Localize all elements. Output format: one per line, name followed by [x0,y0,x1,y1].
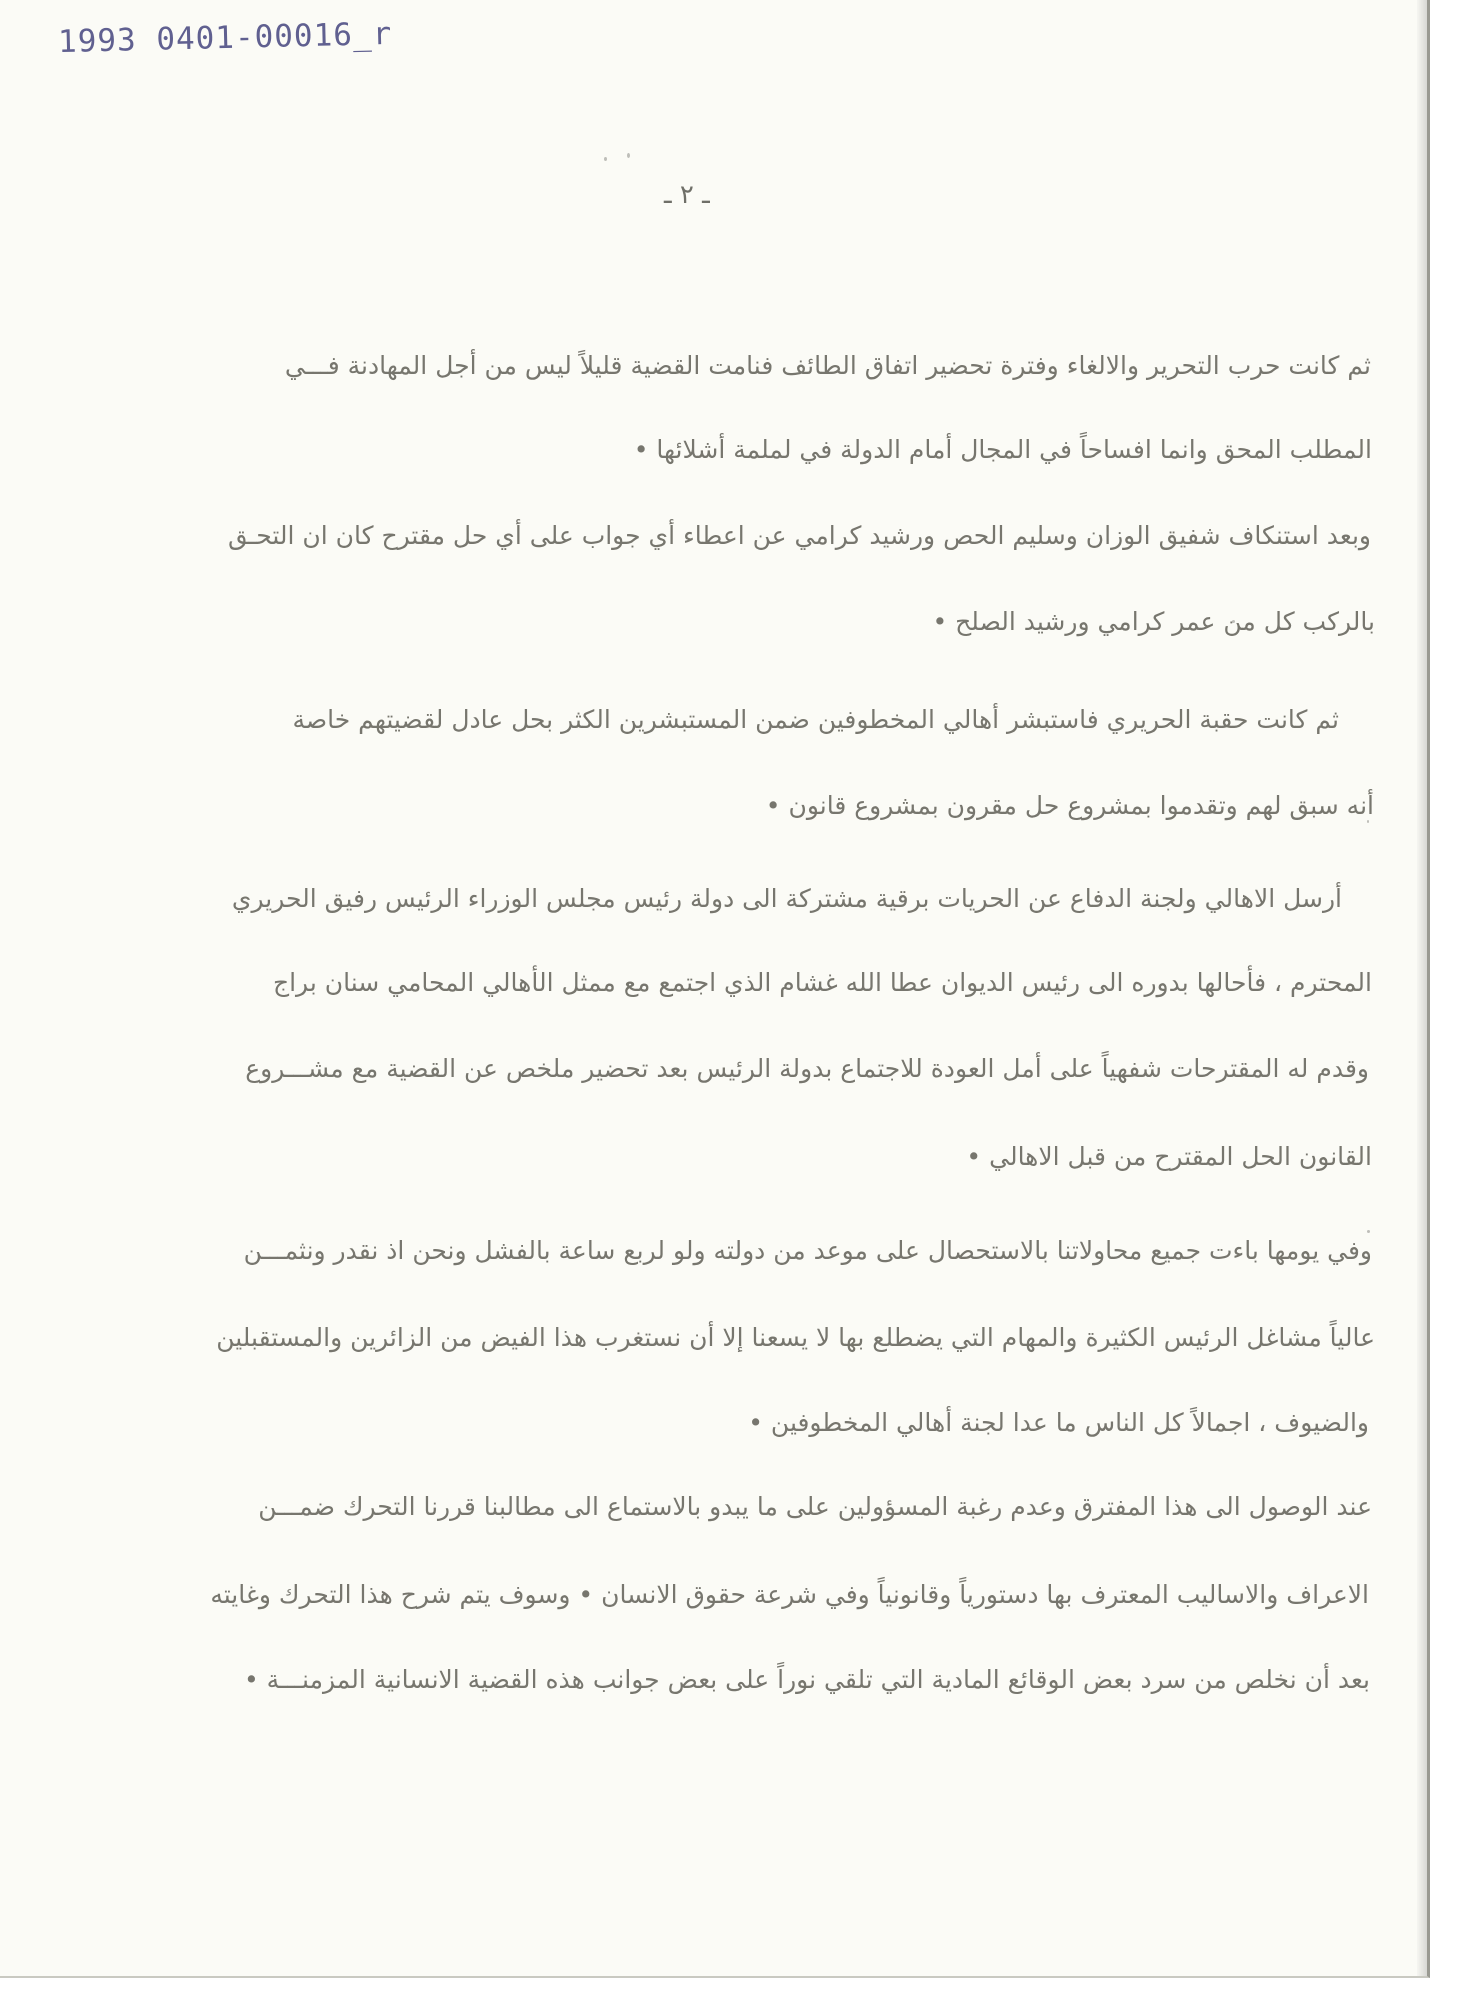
document-text-line: بالركب كل من عمر كرامي ورشيد الصلح • [932,607,1375,636]
document-text-line: القانون الحل المقترح من قبل الاهالي • [966,1142,1372,1171]
page-number: ـ ٢ ـ [664,180,710,210]
document-text-line: والضيوف ، اجمالاً كل الناس ما عدا لجنة أهالي المخطوفين • [748,1408,1369,1437]
document-text-line: المحترم ، فأحالها بدوره الى رئيس الديوان عطا الله غشام الذي اجتمع مع ممثل الأهالي المحامي سنان براج [272,968,1372,997]
document-text-line: المطلب المحق وانما افساحاً في المجال أمام الدولة في لملمة أشلائها • [633,435,1372,464]
scan-speck [627,153,630,158]
document-text-line: الاعراف والاساليب المعترف بها دستورياً وقانونياً وفي شرعة حقوق الانسان • وسوف يتم شرح هذا التحرك وغايته [210,1580,1369,1609]
document-text-line: عند الوصول الى هذا المفترق وعدم رغبة المسؤولين على ما يبدو بالاستماع الى مطالبنا قررنا التحرك ضمـــن [258,1492,1372,1521]
scan-speck [1367,1230,1370,1233]
document-text-line: أنه سبق لهم وتقدموا بمشروع حل مقرون بمشروع قانون • [765,791,1374,820]
document-text-line: بعد أن نخلص من سرد بعض الوقائع المادية التي تلقي نوراً على بعض جوانب هذه القضية الانسانية المزمنـــة • [243,1665,1370,1694]
document-text-line: ثم كانت حرب التحرير والالغاء وفترة تحضير اتفاق الطائف فنامت القضية قليلاً ليس من أجل المهادنة فـــي [284,351,1371,380]
handwritten-document-id: 1993 0401-00016_r [57,15,393,61]
document-text-line: أرسل الاهالي ولجنة الدفاع عن الحريات برقية مشتركة الى دولة رئيس مجلس الوزراء الرئيس رفيق الحريري [231,884,1342,913]
document-text-line: وفي يومها باءت جميع محاولاتنا بالاستحصال على موعد من دولته ولو لربع ساعة بالفشل ونحن اذ نقدر ونثمـــن [243,1236,1372,1265]
document-text-line: عالياً مشاغل الرئيس الكثيرة والمهام التي يضطلع بها لا يسعنا إلا أن نستغرب هذا الفيض من الزائرين والمستقبلين [216,1323,1375,1352]
scan-speck [604,157,607,161]
document-text-line: وبعد استنكاف شفيق الوزان وسليم الحص ورشيد كرامي عن اعطاء أي جواب على أي حل مقترح كان ان التحـق [228,521,1371,550]
document-text-line: ثم كانت حقبة الحريري فاستبشر أهالي المخطوفين ضمن المستبشرين الكثر بحل عادل لقضيتهم خاصة [292,705,1339,734]
document-text-line: وقدم له المقترحات شفهياً على أمل العودة للاجتماع بدولة الرئيس بعد تحضير ملخص عن القضية مع مشـــروع [245,1054,1369,1083]
scan-speck [1367,820,1369,823]
